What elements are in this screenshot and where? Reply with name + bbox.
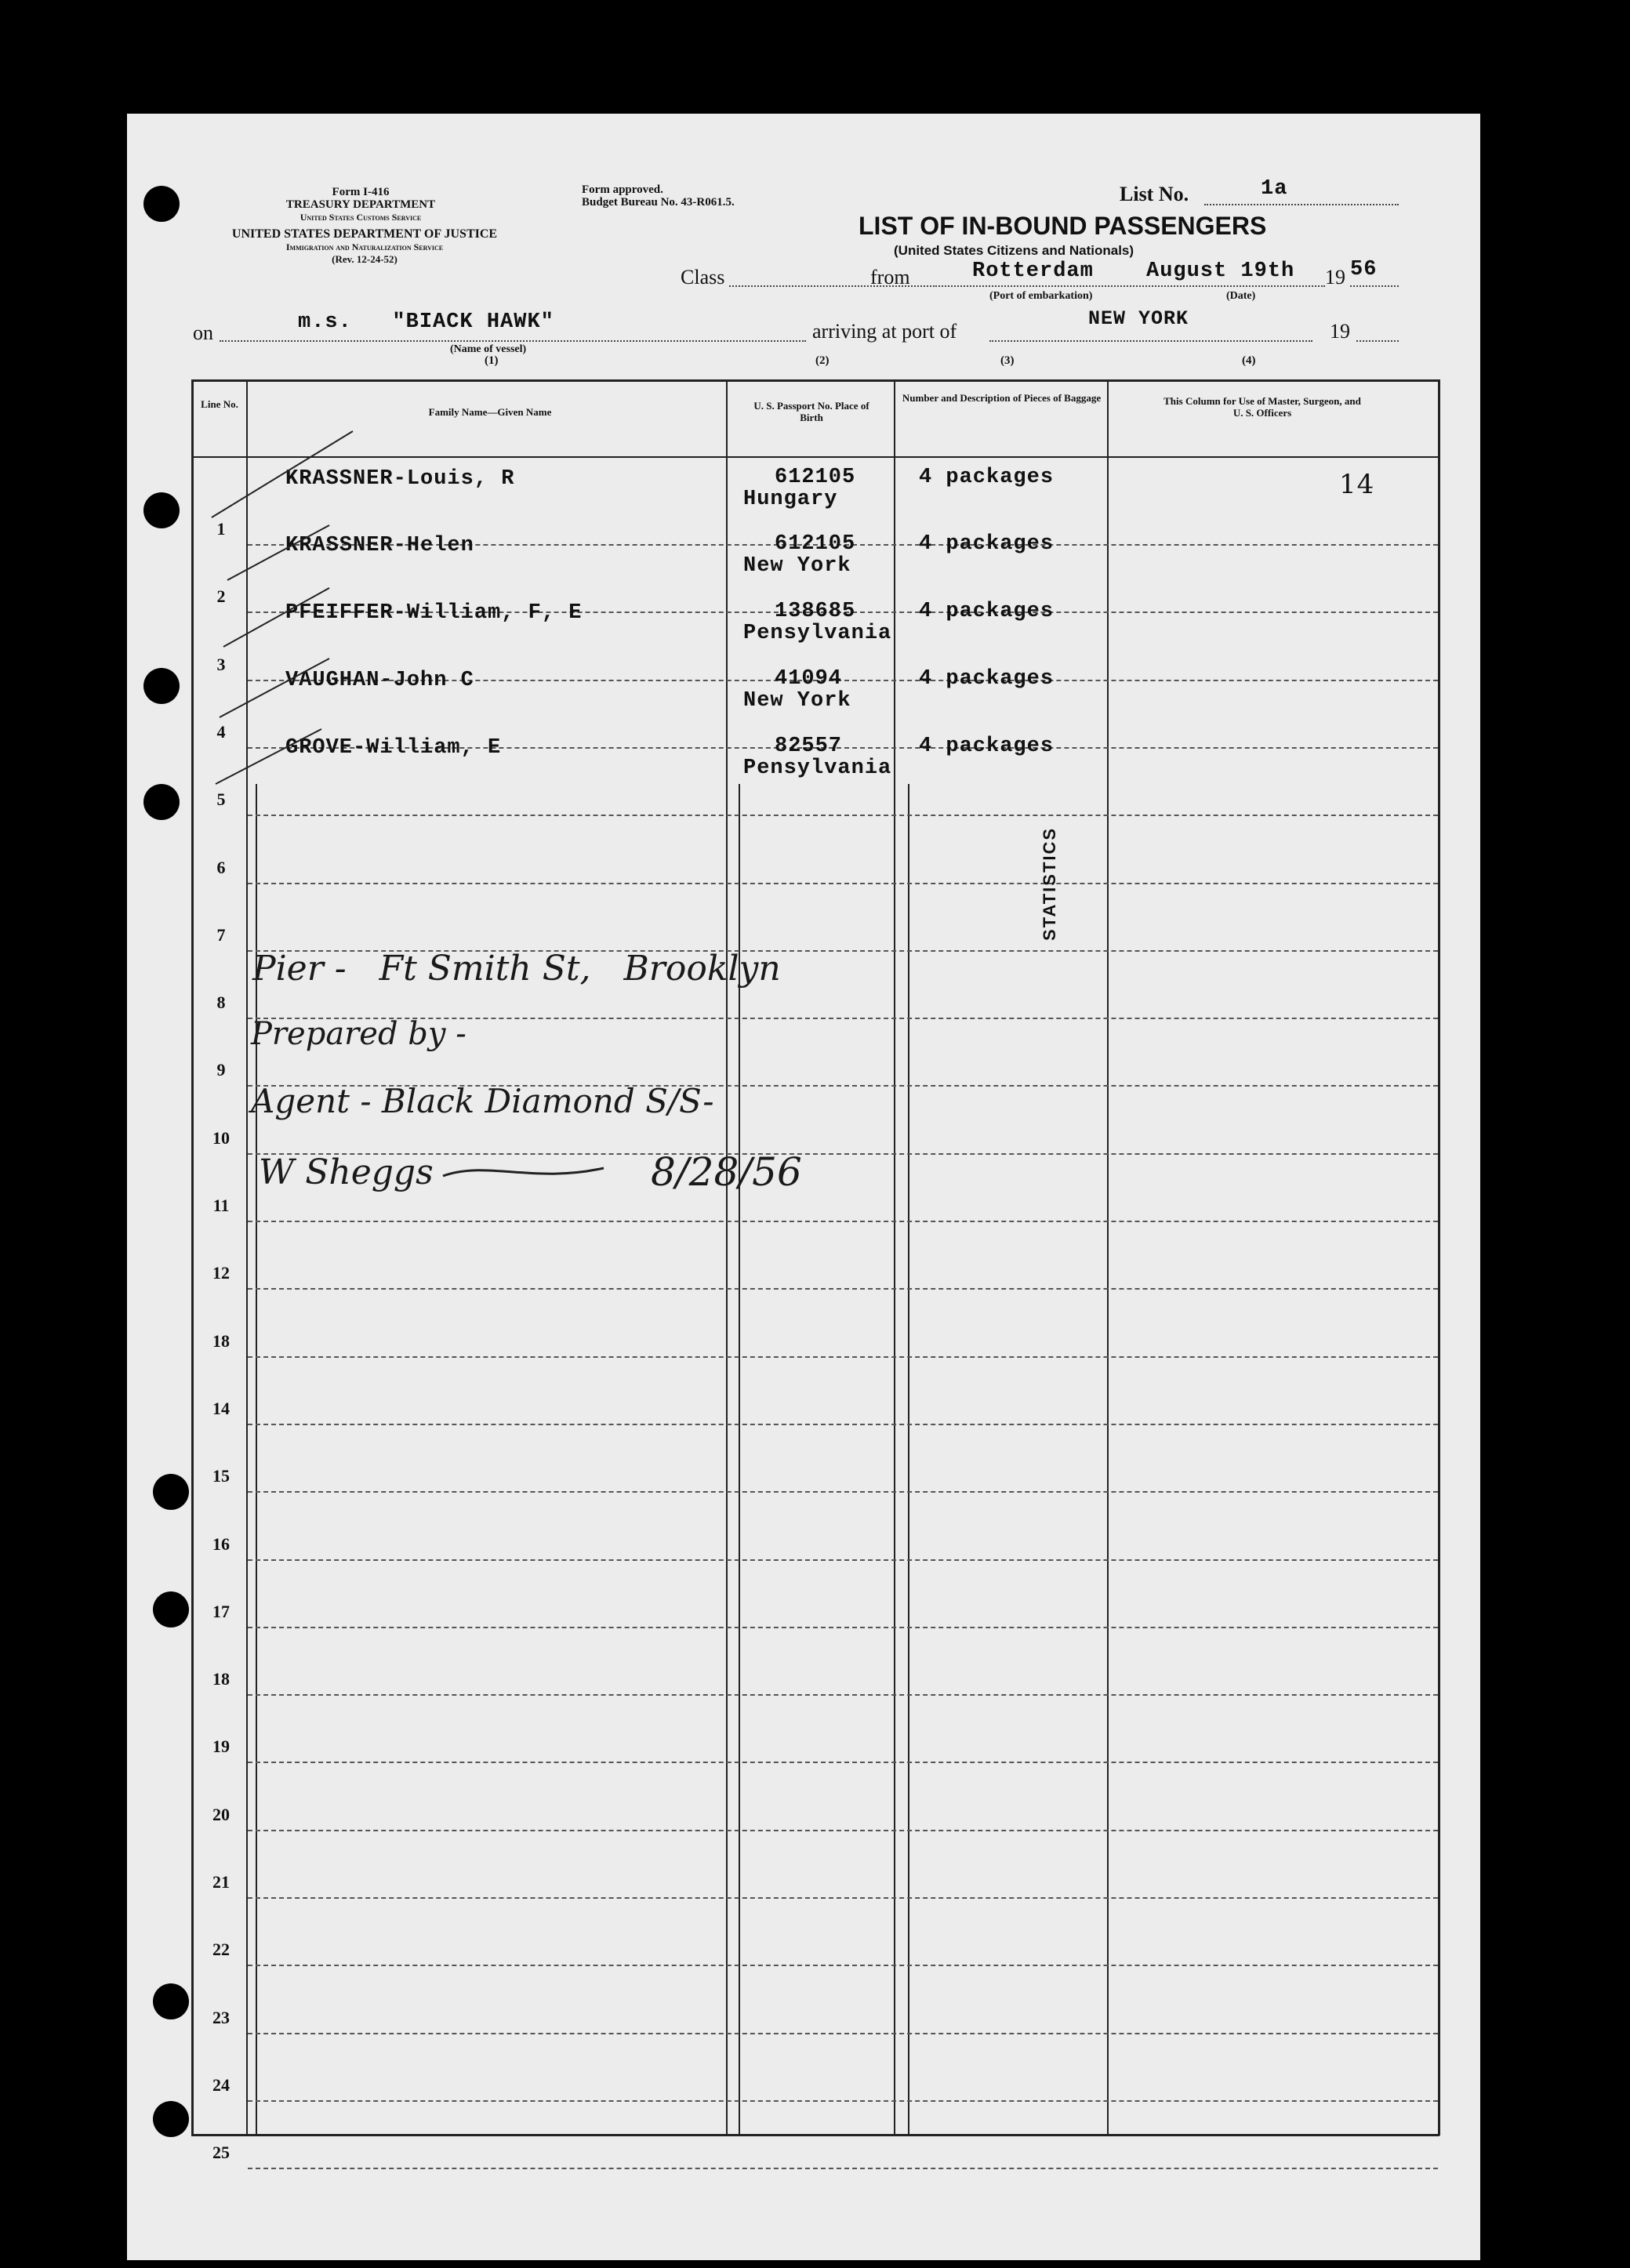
page-subtitle: (United States Citizens and Nationals) xyxy=(894,243,1134,258)
year2-prefix: 19 xyxy=(1330,320,1350,343)
passport-number: 612105 xyxy=(775,532,856,556)
header-line-no: Line No. xyxy=(201,398,238,410)
line-number: 16 xyxy=(212,1533,230,1554)
check-marks xyxy=(204,423,361,800)
form-revision: (Rev. 12-24-52) xyxy=(332,253,398,265)
header-officers: This Column for Use of Master, Surgeon, and U. S. Officers xyxy=(1164,395,1361,419)
arriving-label: arriving at port of xyxy=(812,320,957,343)
signature-flourish xyxy=(439,1152,612,1184)
line-number: 23 xyxy=(212,2007,230,2027)
line-number: 8 xyxy=(216,992,226,1013)
place-of-birth: Pensylvania xyxy=(743,757,892,780)
row-rule xyxy=(248,1694,1438,1696)
row-rule xyxy=(248,1356,1438,1358)
statistics-stamp: STATISTICS xyxy=(1040,826,1059,941)
from-line xyxy=(933,285,1325,287)
row-rule xyxy=(248,2168,1438,2169)
binder-hole xyxy=(143,784,180,820)
line-number: 1 xyxy=(216,519,226,539)
handwritten-signature: W Sheggs xyxy=(259,1152,434,1192)
embark-date: August 19th xyxy=(1146,259,1295,283)
row-rule xyxy=(248,883,1438,884)
header-bottom-border xyxy=(191,456,1439,458)
baggage-description: 4 packages xyxy=(919,466,1055,489)
row-rule xyxy=(248,2100,1438,2102)
port-of-embarkation: Rotterdam xyxy=(972,259,1094,283)
officer-note: 14 xyxy=(1339,469,1375,500)
line-number: 25 xyxy=(212,2143,230,2163)
place-of-birth: New York xyxy=(743,689,851,713)
handwritten-pier: Pier - Ft Smith St, Brooklyn xyxy=(252,949,781,989)
form-approval xyxy=(582,183,735,209)
line-number: 19 xyxy=(212,1736,230,1757)
baggage-description: 4 packages xyxy=(919,735,1055,758)
row-rule xyxy=(248,1288,1438,1290)
line-number: 12 xyxy=(212,1263,230,1283)
date-caption: (Date) xyxy=(1226,290,1256,302)
row-rule xyxy=(248,1491,1438,1493)
handwritten-agent: Agent - Black Diamond S/S- xyxy=(251,1082,714,1120)
table-bottom-border xyxy=(191,2134,1439,2136)
passenger-name: PFEIFFER-William, F, E xyxy=(285,601,583,625)
line-number: 17 xyxy=(212,1601,230,1621)
baggage-description: 4 packages xyxy=(919,667,1055,691)
line-number: 10 xyxy=(212,1127,230,1148)
arrival-line xyxy=(989,340,1312,342)
line-number: 2 xyxy=(216,586,226,607)
baggage-description: 4 packages xyxy=(919,600,1055,623)
passport-number: 82557 xyxy=(775,735,843,758)
col-divider-name xyxy=(726,379,728,2136)
line-number: 6 xyxy=(216,857,226,877)
on-label: on xyxy=(193,321,213,344)
baggage-description: 4 packages xyxy=(919,532,1055,556)
table-left-border xyxy=(191,379,194,2136)
row-rule xyxy=(248,2033,1438,2034)
ins-name: Immigration and Naturalization Service xyxy=(285,241,444,252)
year-prefix: 19 xyxy=(1325,266,1345,288)
row-rule xyxy=(248,1627,1438,1628)
place-of-birth: New York xyxy=(743,554,851,578)
binder-hole xyxy=(153,2101,189,2137)
row-rule xyxy=(248,1424,1438,1425)
class-label: Class xyxy=(681,266,725,288)
line-number: 5 xyxy=(216,789,226,810)
port-caption: (Port of embarkation) xyxy=(989,290,1093,302)
line-number: 9 xyxy=(216,1060,226,1080)
header-name: Family Name—Given Name xyxy=(428,406,552,418)
handwritten-date: 8/28/56 xyxy=(651,1149,802,1195)
arrival-port: NEW YORK xyxy=(1088,307,1189,330)
line-number: 14 xyxy=(212,1398,230,1418)
treasury-dept: TREASURY DEPARTMENT xyxy=(285,198,436,211)
vessel-name: m.s. "BIACK HAWK" xyxy=(298,310,554,334)
line-number: 21 xyxy=(212,1872,230,1892)
row-rule xyxy=(248,1762,1438,1763)
vessel-line xyxy=(220,340,806,342)
header-baggage: Number and Description of Pieces of Baggage xyxy=(902,392,1102,404)
line-number: 18 xyxy=(212,1330,230,1351)
row-rule xyxy=(248,1965,1438,1966)
doj-name: UNITED STATES DEPARTMENT OF JUSTICE xyxy=(231,227,498,241)
line-number: 3 xyxy=(216,654,226,674)
binder-hole xyxy=(143,668,180,704)
line-number: 24 xyxy=(212,2074,230,2095)
table-right-border xyxy=(1438,379,1440,2136)
row-rule xyxy=(248,815,1438,816)
place-of-birth: Pensylvania xyxy=(743,622,892,645)
passport-number: 612105 xyxy=(775,466,856,489)
row-rule xyxy=(248,1559,1438,1561)
line-number: 20 xyxy=(212,1804,230,1824)
binder-hole xyxy=(153,1474,189,1510)
passenger-name: VAUGHAN-John C xyxy=(285,669,474,692)
line-number: 18 xyxy=(212,1669,230,1689)
line-number: 22 xyxy=(212,1940,230,1960)
handwritten-prepared-by: Prepared by - xyxy=(251,1016,466,1052)
row-rule xyxy=(248,1897,1438,1899)
binder-hole xyxy=(153,1983,189,2019)
col-num-3: (3) xyxy=(1000,354,1015,367)
year2-line xyxy=(1356,340,1399,342)
line-number: 15 xyxy=(212,1466,230,1486)
col-num-2: (2) xyxy=(815,354,830,367)
list-no-label: List No. xyxy=(1120,183,1189,205)
form-number: Form I-416 xyxy=(332,186,390,198)
page-title: LIST OF IN-BOUND PASSENGERS xyxy=(859,212,1267,240)
form-number-block xyxy=(243,186,478,223)
binder-hole xyxy=(143,492,180,528)
binder-hole xyxy=(143,186,180,222)
col-num-4: (4) xyxy=(1242,354,1256,367)
year-line xyxy=(1350,285,1399,287)
year-value: 56 xyxy=(1350,258,1378,281)
passenger-name: KRASSNER-Louis, R xyxy=(285,467,515,491)
line-number: 4 xyxy=(216,721,226,742)
list-no-value: 1a xyxy=(1261,177,1288,201)
doj-block xyxy=(192,228,537,266)
vessel-caption: (Name of vessel) xyxy=(450,343,527,355)
row-rule xyxy=(248,1830,1438,1831)
list-no-line xyxy=(1204,204,1399,205)
binder-hole xyxy=(153,1591,189,1628)
table-top-border xyxy=(191,379,1439,382)
place-of-birth: Hungary xyxy=(743,488,838,511)
header-passport: U. S. Passport No. Place of Birth xyxy=(753,400,869,423)
passport-number: 41094 xyxy=(775,667,843,691)
line-number: 7 xyxy=(216,924,226,945)
passenger-name: KRASSNER-Helen xyxy=(285,534,474,557)
passenger-name: GROVE-William, E xyxy=(285,736,502,760)
col-divider-passport-inner xyxy=(908,784,909,2136)
row-rule xyxy=(248,1221,1438,1222)
form-approved: Form approved. xyxy=(582,183,663,196)
col-num-1: (1) xyxy=(485,354,499,367)
col-divider-baggage xyxy=(1107,379,1109,2136)
line-number: 11 xyxy=(212,1196,230,1215)
from-label: from xyxy=(870,266,910,288)
customs-service: United States Customs Service xyxy=(299,212,422,223)
budget-bureau: Budget Bureau No. 43-R061.5. xyxy=(582,196,735,209)
col-divider-passport xyxy=(894,379,895,2136)
passport-number: 138685 xyxy=(775,600,856,623)
